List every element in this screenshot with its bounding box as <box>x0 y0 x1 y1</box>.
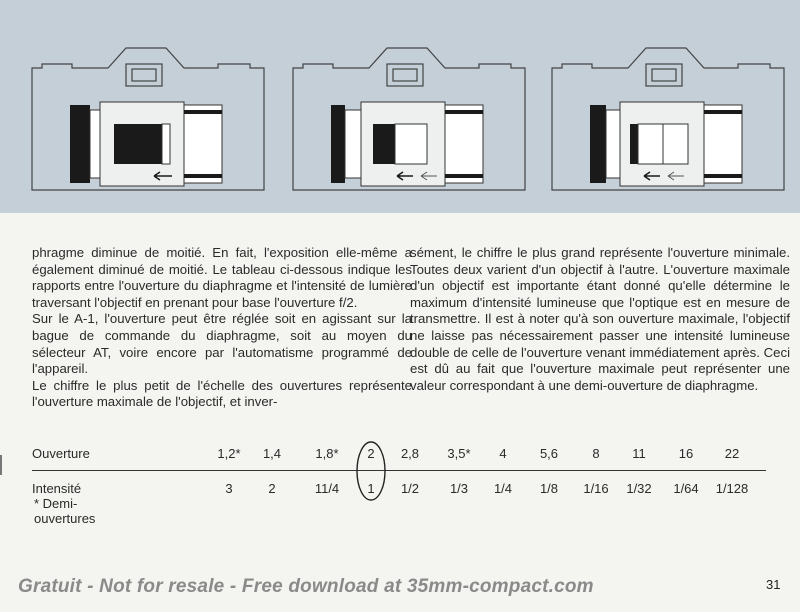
aperture-value: 5,6 <box>539 446 559 461</box>
intensity-value: 1/128 <box>715 481 749 496</box>
row-label-ouverture: Ouverture <box>32 446 90 461</box>
intensity-value: 1/64 <box>673 481 699 496</box>
table-footnote: * Demi-ouvertures <box>34 496 96 526</box>
intensity-value: 1/3 <box>449 481 469 496</box>
text-column-left <box>32 245 412 411</box>
intensity-value: 11/4 <box>314 481 340 496</box>
aperture-value: 11 <box>632 446 646 461</box>
aperture-value: 16 <box>678 446 694 461</box>
intensity-value: 1/32 <box>626 481 652 496</box>
intensity-value: 2 <box>268 481 276 496</box>
page-number: 31 <box>766 577 781 592</box>
intensity-value: 1/16 <box>583 481 609 496</box>
row-label-intensite: Intensité <box>32 481 82 496</box>
paragraph: sément, le chiffre le plus grand représente l'ouverture minimale. Toutes deux varient d'un objectif à l'autre. L'ouverture maximale d'un objectif est importante étant donné qu'elle détermine le maximum d'intensité lumineuse que l'optique est en mesure de transmettre. Il est à noter qu'à son ouverture maximale, l'objectif ne laisse pas nécessairement passer une intensité lumineuse double de celle de l'ouverture venant immédiatement après. Ceci est dû au fait que l'ouverture maximale peut représenter une valeur correspondant à une demi-ouverture de diaphragme. <box>410 245 790 393</box>
camera-diagram-2 <box>289 30 529 200</box>
paragraph: phragme diminue de moitié. En fait, l'exposition elle-même a également diminué de moitié. Le tableau ci-dessous indique les rapports entre l'ouverture du diaphragme et l'intensité de lumière traversant l'objectif en prenant pour base l'ouverture f/2. <box>32 245 412 310</box>
intensity-value: 1 <box>367 481 375 496</box>
aperture-value: 8 <box>592 446 600 461</box>
paragraph: Sur le A-1, l'ouverture peut être réglée soit en agissant sur la bague de commande du diaphragme, soit au moyen du sélecteur AT, voire encore par l'automatisme programmé de l'appareil. <box>32 311 412 377</box>
text-column-right <box>410 245 790 394</box>
aperture-value: 4 <box>499 446 507 461</box>
aperture-value: 2 <box>367 446 375 461</box>
aperture-value: 22 <box>724 446 740 461</box>
illustration-banner <box>0 0 800 213</box>
aperture-value: 1,8* <box>315 446 339 461</box>
aperture-value: 1,2* <box>217 446 241 461</box>
intensity-value: 3 <box>225 481 233 496</box>
footer-watermark: Gratuit - Not for resale - Free download at 35mm-compact.com <box>18 576 594 597</box>
table-divider <box>32 470 766 471</box>
margin-mark <box>0 455 2 475</box>
intensity-value: 1/8 <box>539 481 559 496</box>
intensity-value: 1/4 <box>493 481 513 496</box>
aperture-value: 3,5* <box>447 446 471 461</box>
aperture-value: 1,4 <box>262 446 282 461</box>
camera-diagram-1 <box>28 30 268 200</box>
paragraph: Le chiffre le plus petit de l'échelle des ouvertures représente l'ouverture maximale de l'objectif, et inver- <box>32 377 412 410</box>
camera-diagram-3 <box>548 30 788 200</box>
intensity-value: 1/2 <box>400 481 420 496</box>
aperture-value: 2,8 <box>400 446 420 461</box>
